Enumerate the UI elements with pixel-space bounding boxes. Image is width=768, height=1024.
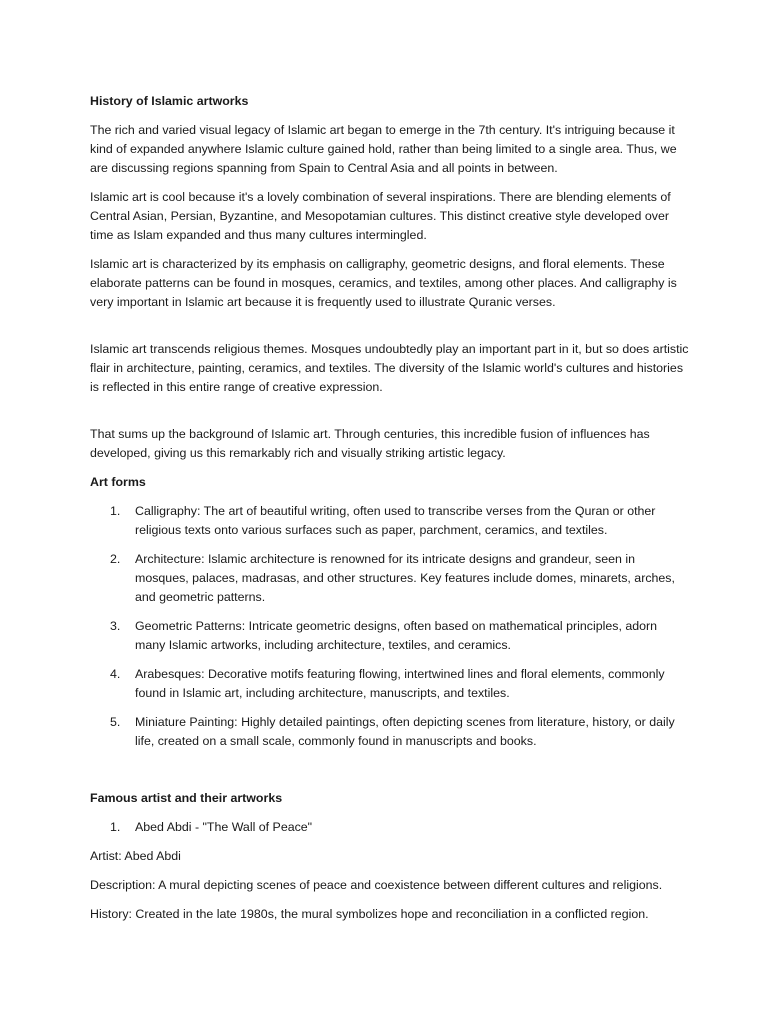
history-line: History: Created in the late 1980s, the mural symbolizes hope and reconciliation in a conflicted region. — [90, 907, 649, 921]
spacer — [90, 322, 690, 340]
famous-artists-heading: Famous artist and their artworks — [90, 791, 283, 805]
list-item — [90, 713, 690, 751]
description-line: Description: A mural depicting scenes of peace and coexistence between different cultures and religions. — [90, 878, 663, 892]
list-item-text: Miniature Painting: Highly detailed paintings, often depicting scenes from literature, history, or daily life, created on a small scale, commonly found in manuscripts and books. — [135, 715, 675, 748]
paragraph-influences: Islamic art is cool because it's a lovely combination of several inspirations. There are blending elements of Central Asian, Persian, Byzantine, and Mesopotamian cultures. This distinct creative style developed over time as Islam expanded and thus many cultures intermingled. — [90, 190, 671, 242]
document-page — [90, 92, 690, 934]
spacer — [90, 761, 690, 789]
list-number: 3. — [110, 619, 121, 633]
list-item-text: Calligraphy: The art of beautiful writing, often used to transcribe verses from the Quran or other religious texts onto various surfaces such as paper, parchment, ceramics, and textiles. — [135, 504, 656, 537]
art-forms-list — [90, 502, 690, 751]
spacer — [90, 407, 690, 425]
paragraph-characteristics: Islamic art is characterized by its emphasis on calligraphy, geometric designs, and floral elements. These elaborate patterns can be found in mosques, ceramics, and textiles, among other places. And calligraphy is very important in Islamic art because it is frequently used to illustrate Quranic verses. — [90, 257, 677, 309]
paragraph-intro: The rich and varied visual legacy of Islamic art began to emerge in the 7th century. It's intriguing because it kind of expanded anywhere Islamic culture gained hold, rather than being limited to a single area. Thus, we are discussing regions spanning from Spain to Central Asia and all points in between. — [90, 123, 677, 175]
famous-artists-list — [90, 818, 690, 837]
list-item — [90, 818, 690, 837]
list-item — [90, 502, 690, 540]
document-title: History of Islamic artworks — [90, 94, 249, 108]
list-item-text: Geometric Patterns: Intricate geometric designs, often based on mathematical principles, adorn many Islamic artworks, including architecture, textiles, and ceramics. — [135, 619, 658, 652]
art-forms-heading: Art forms — [90, 475, 146, 489]
list-number: 1. — [110, 820, 121, 834]
artist-line: Artist: Abed Abdi — [90, 849, 181, 863]
list-item — [90, 617, 690, 655]
list-number: 4. — [110, 667, 121, 681]
list-number: 2. — [110, 552, 121, 566]
list-item — [90, 550, 690, 607]
list-number: 5. — [110, 715, 121, 729]
list-number: 1. — [110, 504, 121, 518]
paragraph-summary: That sums up the background of Islamic art. Through centuries, this incredible fusion of influences has developed, giving us this remarkably rich and visually striking artistic legacy. — [90, 427, 650, 460]
list-item — [90, 665, 690, 703]
paragraph-themes: Islamic art transcends religious themes. Mosques undoubtedly play an important part in it, but so does artistic flair in architecture, painting, ceramics, and textiles. The diversity of the Islamic world's cultures and histories is reflected in this entire range of creative expression. — [90, 342, 689, 394]
list-item-text: Architecture: Islamic architecture is renowned for its intricate designs and grandeur, seen in mosques, palaces, madrasas, and other structures. Key features include domes, minarets, arches, and geometric patterns. — [135, 552, 675, 604]
list-item-text: Arabesques: Decorative motifs featuring flowing, intertwined lines and floral elements, commonly found in Islamic art, including architecture, manuscripts, and textiles. — [135, 667, 665, 700]
list-item-text: Abed Abdi - "The Wall of Peace" — [135, 820, 313, 834]
